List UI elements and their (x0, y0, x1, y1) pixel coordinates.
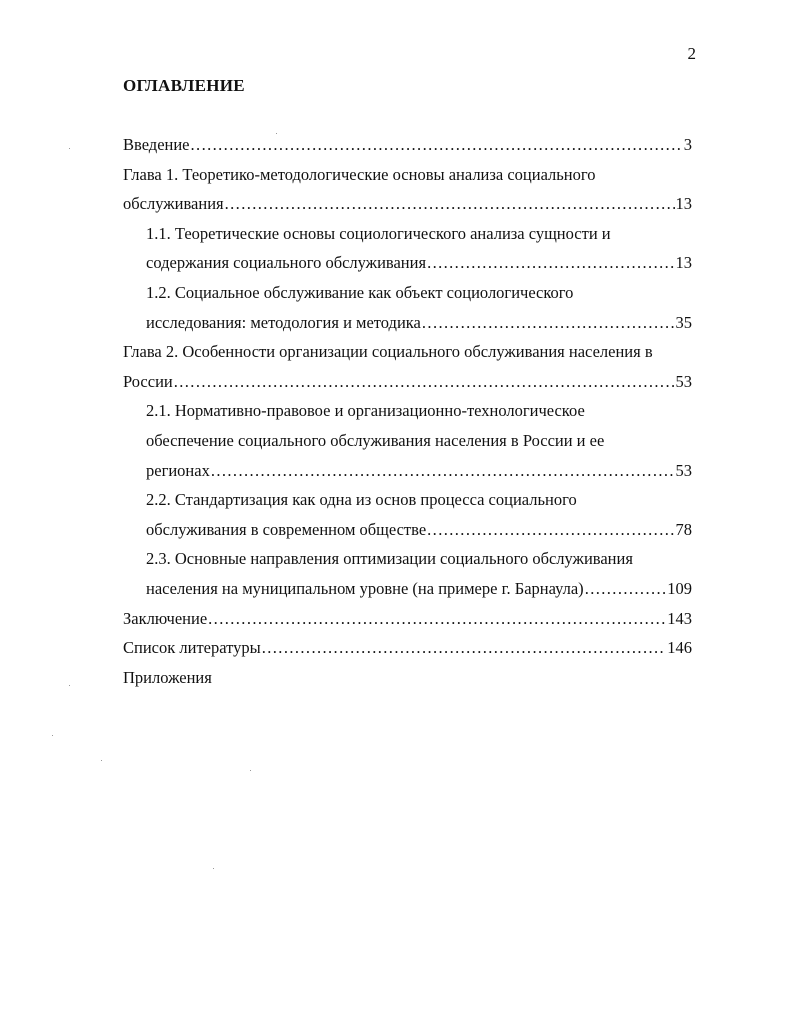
dot-leader (174, 367, 675, 397)
toc-entry-label: России (123, 371, 173, 391)
scan-speck (101, 760, 102, 761)
toc-entry-section-2-3: 2.3. Основные направления оптимизации социального обслуживания (146, 549, 633, 569)
toc-entry-section-1-1: 1.1. Теоретические основы социологического анализа сущности и (146, 223, 611, 243)
toc-entry-label: обслуживания (123, 194, 224, 214)
toc-entry-label: Заключение (123, 608, 208, 628)
toc-entry-label: населения на муниципальном уровне (на примере г. Барнаула) (146, 578, 584, 598)
scan-speck (52, 735, 53, 736)
dot-leader (427, 248, 674, 278)
scan-speck (69, 148, 70, 149)
dot-leader (191, 130, 683, 160)
toc-entry-section-2-2: 2.2. Стандартизация как одна из основ процесса социального (146, 490, 577, 510)
toc-entry-label: Список литературы (123, 638, 261, 658)
toc-entry-chapter-1: Глава 1. Теоретико-методологические основы анализа социального (123, 164, 596, 184)
toc-entry-section-1-1-cont (123, 248, 692, 278)
scan-speck (69, 685, 70, 686)
toc-entry-appendix: Приложения (123, 667, 212, 687)
toc-page-ref: 13 (675, 253, 692, 273)
page-number: 2 (687, 44, 696, 63)
toc-entry-label: обслуживания в современном обществе (146, 519, 427, 539)
toc-page-ref: 13 (675, 194, 692, 214)
toc-page-ref: 35 (675, 312, 692, 332)
toc-entry-chapter-2: Глава 2. Особенности организации социального обслуживания населения в (123, 342, 653, 362)
toc-entry-label: содержания социального обслуживания (146, 253, 427, 273)
toc-entry-section-2-1-cont: обеспечение социального обслуживания населения в России и ее (146, 430, 605, 450)
dot-leader (585, 574, 667, 604)
toc-entry-section-2-3-cont (123, 574, 692, 604)
toc-page-ref: 53 (675, 371, 692, 391)
scan-speck (276, 133, 277, 134)
toc-page-ref: 3 (683, 135, 692, 154)
table-of-contents (123, 130, 692, 692)
toc-entry-section-1-2: 1.2. Социальное обслуживание как объект социологического (146, 282, 574, 302)
toc-entry-section-2-1: 2.1. Нормативно-правовое и организационно-технологическое (146, 401, 585, 421)
scan-speck (250, 770, 251, 771)
toc-entry-section-2-2-cont (123, 515, 692, 545)
toc-entry-label: регионах (146, 460, 210, 480)
toc-entry-label: Введение (123, 135, 190, 154)
dot-leader (427, 515, 674, 545)
toc-title: ОГЛАВЛЕНИЕ (123, 76, 245, 95)
toc-entry-conclusion (123, 604, 692, 634)
dot-leader (211, 456, 675, 486)
toc-page-ref: 53 (675, 460, 692, 480)
toc-page-ref: 78 (675, 519, 692, 539)
toc-entry-intro (123, 130, 692, 160)
dot-leader (422, 308, 675, 338)
toc-entry-bibliography (123, 633, 692, 663)
toc-page-ref: 143 (667, 608, 692, 628)
dot-leader (225, 189, 675, 219)
dot-leader (262, 633, 667, 663)
toc-page-ref: 109 (667, 578, 692, 598)
toc-entry-chapter-2-cont (123, 367, 692, 397)
toc-entry-label: исследования: методология и методика (146, 312, 421, 332)
dot-leader (208, 604, 666, 634)
scan-speck (213, 868, 214, 869)
toc-entry-section-2-1-end (123, 456, 692, 486)
toc-entry-chapter-1-cont (123, 189, 692, 219)
toc-entry-section-1-2-cont (123, 308, 692, 338)
toc-page-ref: 146 (667, 638, 692, 658)
